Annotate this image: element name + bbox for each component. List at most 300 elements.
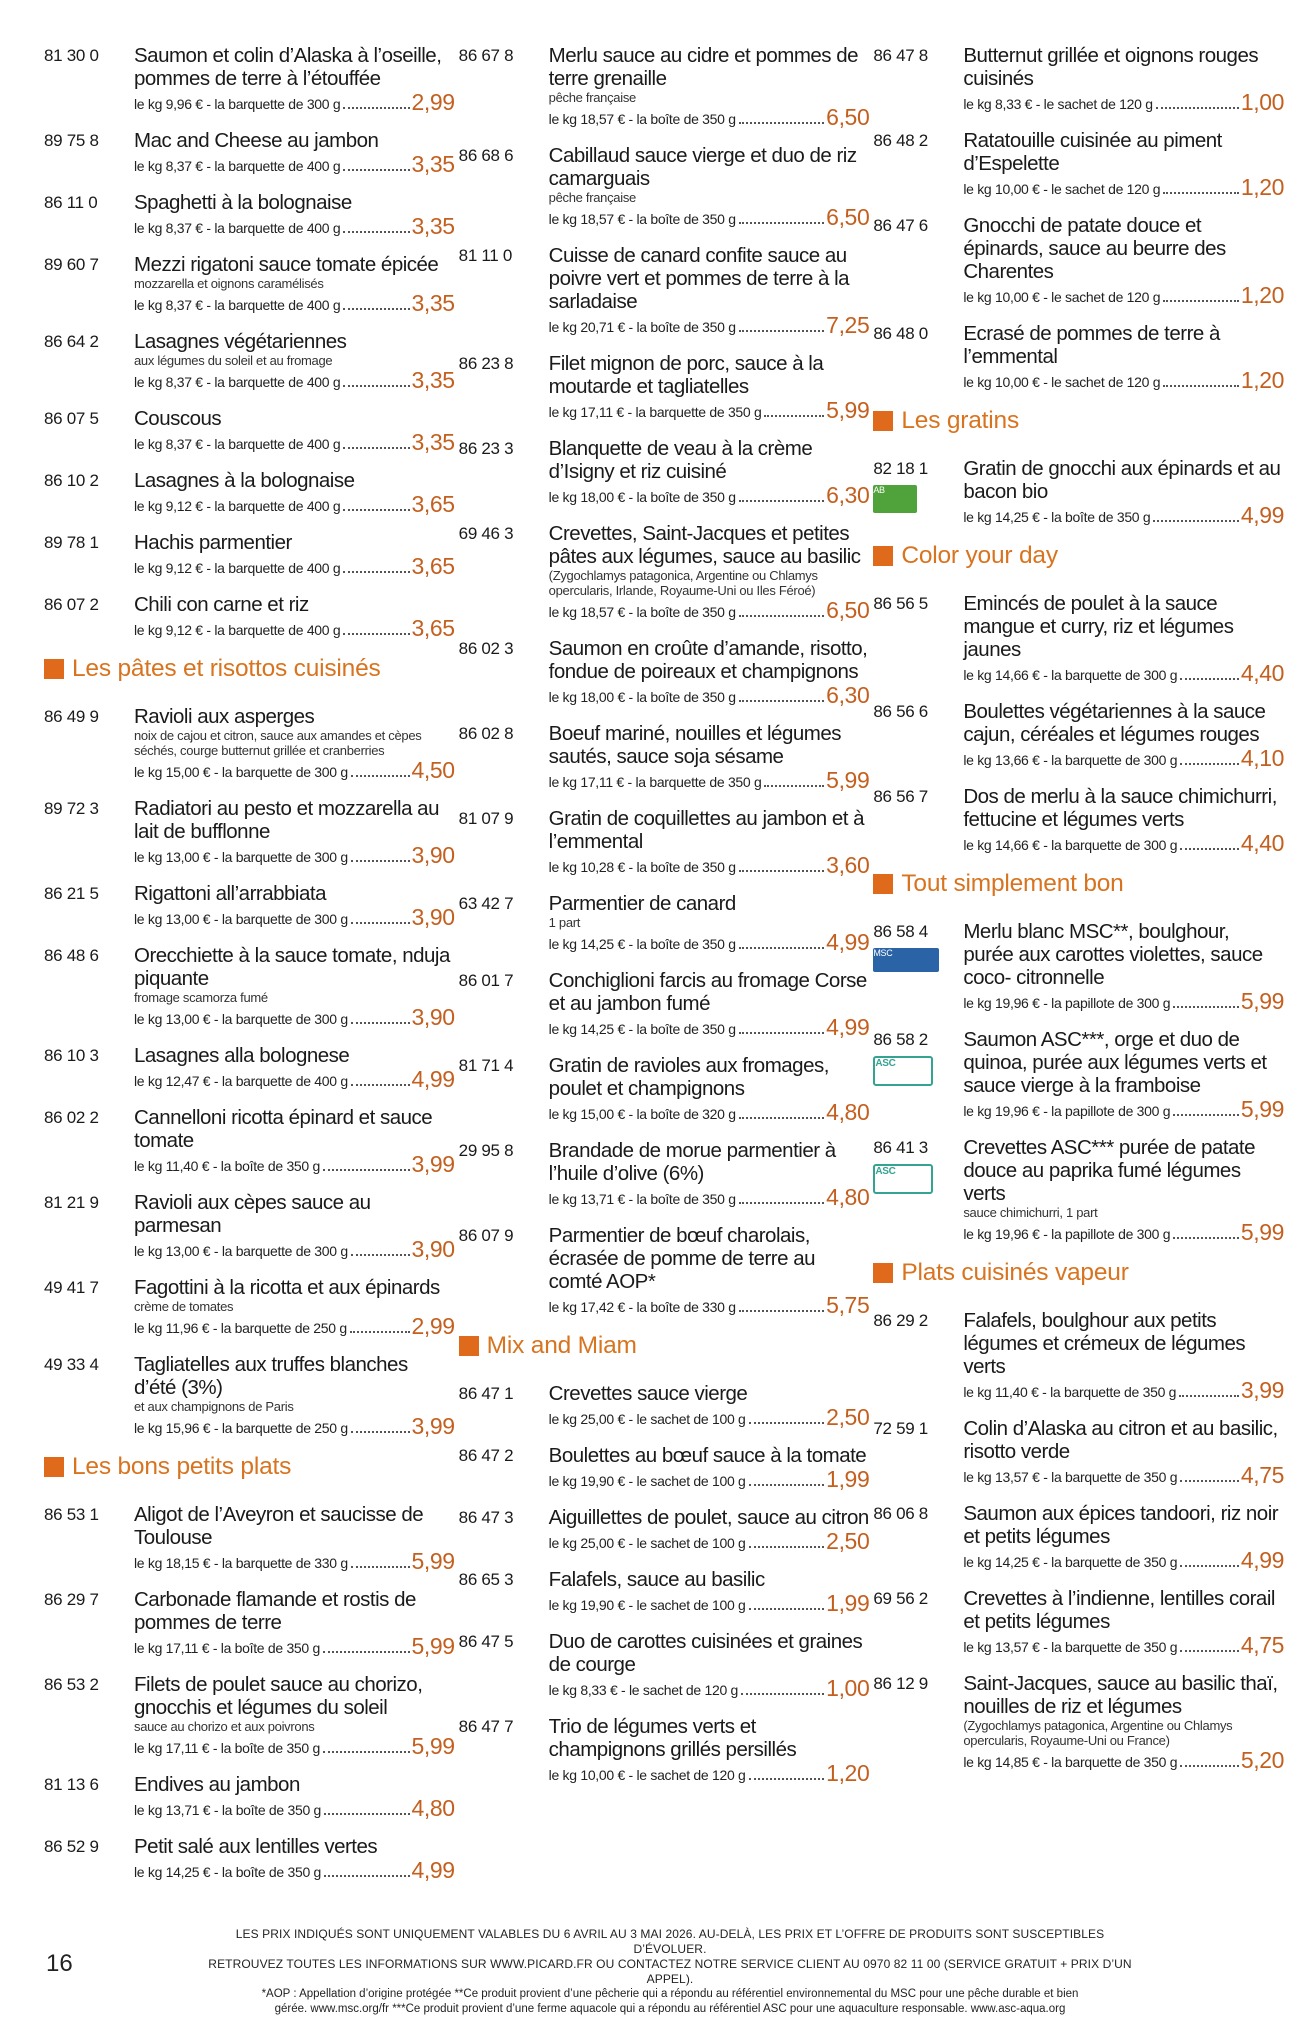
product-item[interactable] xyxy=(44,469,455,516)
product-code xyxy=(44,1106,134,1176)
product-code xyxy=(459,244,549,337)
product-item[interactable] xyxy=(459,1506,870,1553)
product-name: Duo de carottes cuisinées et graines de courge xyxy=(548,1630,863,1676)
dot-leader xyxy=(739,700,824,702)
product-info xyxy=(963,214,1284,307)
product-name: Cuisse de canard confite sauce au poivre vert et pommes de terre à la sarladaise xyxy=(548,244,850,313)
unit-price-text: le kg 11,40 € - la boîte de 350 g xyxy=(134,1158,320,1174)
product-item[interactable] xyxy=(44,882,455,929)
unit-price-text: le kg 8,37 € - la barquette de 400 g xyxy=(134,436,341,452)
product-code-text: 86 23 3 xyxy=(458,439,514,458)
product-price: 3,99 xyxy=(411,1413,455,1439)
dot-leader xyxy=(1180,1565,1239,1567)
product-code xyxy=(44,469,134,516)
product-price: 3,35 xyxy=(411,367,455,393)
product-item[interactable] xyxy=(873,457,1284,527)
product-code-text: 86 23 8 xyxy=(458,354,514,373)
price-line xyxy=(134,1005,455,1029)
product-item[interactable] xyxy=(44,330,455,392)
unit-price-text: le kg 18,57 € - la boîte de 350 g xyxy=(548,604,736,620)
product-price: 1,00 xyxy=(826,1675,870,1701)
unit-price-text: le kg 14,25 € - la boîte de 350 g xyxy=(134,1864,322,1880)
product-info xyxy=(134,1276,455,1338)
dot-leader xyxy=(1179,1395,1239,1397)
product-item[interactable] xyxy=(44,797,455,867)
unit-price-text: le kg 18,57 € - la boîte de 350 g xyxy=(548,111,736,127)
product-code xyxy=(44,1588,134,1658)
product-code xyxy=(459,1444,549,1491)
product-price: 5,99 xyxy=(1240,1096,1285,1122)
product-price: 4,80 xyxy=(826,1099,870,1125)
unit-price-text: le kg 18,15 € - la barquette de 330 g xyxy=(134,1555,348,1571)
product-code-text: 86 10 2 xyxy=(44,471,99,490)
product-item[interactable] xyxy=(44,1588,455,1658)
product-code xyxy=(873,700,963,770)
product-item[interactable] xyxy=(459,722,870,792)
dot-leader xyxy=(1180,848,1239,850)
product-item[interactable] xyxy=(459,352,870,422)
product-item[interactable] xyxy=(873,920,1284,1013)
product-info xyxy=(134,1044,455,1091)
product-price: 3,99 xyxy=(1240,1377,1285,1403)
product-name: Brandade de morue parmentier à l’huile d’olive (6%) xyxy=(548,1139,836,1185)
unit-price-text: le kg 13,71 € - la boîte de 350 g xyxy=(134,1802,322,1818)
price-line xyxy=(134,1734,455,1758)
product-item[interactable] xyxy=(873,44,1284,114)
product-item[interactable] xyxy=(873,1028,1284,1121)
product-price: 5,99 xyxy=(1240,988,1285,1014)
product-item[interactable] xyxy=(44,1773,455,1820)
product-code xyxy=(459,892,549,954)
product-note: 1 part xyxy=(548,915,581,930)
dot-leader xyxy=(739,947,824,949)
product-code xyxy=(873,322,963,392)
dot-leader xyxy=(749,1778,825,1780)
dot-leader xyxy=(1153,520,1238,522)
asc-label-icon: ASC xyxy=(873,1164,933,1194)
unit-price-text: le kg 13,66 € - la barquette de 300 g xyxy=(963,752,1178,768)
dot-leader xyxy=(351,1431,410,1433)
price-line xyxy=(549,768,870,792)
product-item[interactable] xyxy=(44,407,455,454)
product-info xyxy=(549,244,870,337)
price-line xyxy=(549,1015,870,1039)
product-code xyxy=(873,1502,963,1572)
product-name: Mac and Cheese au jambon xyxy=(134,129,379,152)
product-price: 1,20 xyxy=(1240,174,1285,200)
price-line xyxy=(549,398,870,422)
product-item[interactable] xyxy=(44,1835,455,1882)
product-name: Gratin de ravioles aux fromages, poulet et champignons xyxy=(548,1054,829,1100)
price-line xyxy=(549,598,870,622)
product-code xyxy=(873,1309,963,1402)
product-code-text: 89 60 7 xyxy=(44,255,99,274)
unit-price-text: le kg 19,96 € - la papillote de 300 g xyxy=(963,1103,1171,1119)
product-info xyxy=(549,722,870,792)
product-item[interactable] xyxy=(459,437,870,507)
product-price: 2,99 xyxy=(411,1313,455,1339)
product-name: Aligot de l’Aveyron et saucisse de Toulouse xyxy=(134,1503,424,1549)
product-item[interactable] xyxy=(44,1191,455,1261)
price-line xyxy=(134,1314,455,1338)
product-info xyxy=(549,1444,870,1491)
dot-leader xyxy=(739,1032,824,1034)
product-code xyxy=(44,944,134,1029)
product-code xyxy=(44,1673,134,1758)
product-code-text: 86 47 1 xyxy=(458,1384,514,1403)
product-code xyxy=(459,522,549,622)
product-item[interactable] xyxy=(44,1503,455,1573)
product-price: 3,35 xyxy=(411,151,455,177)
product-item[interactable] xyxy=(44,191,455,238)
unit-price-text: le kg 10,28 € - la boîte de 350 g xyxy=(548,859,736,875)
price-line xyxy=(963,175,1284,199)
price-line xyxy=(549,1185,870,1209)
product-info xyxy=(549,44,870,129)
unit-price-text: le kg 14,85 € - la barquette de 350 g xyxy=(963,1754,1178,1770)
product-item[interactable] xyxy=(873,214,1284,307)
product-price: 2,50 xyxy=(826,1528,870,1554)
product-info xyxy=(134,129,455,176)
product-item[interactable] xyxy=(44,593,455,640)
product-price: 4,80 xyxy=(826,1184,870,1210)
unit-price-text: le kg 19,90 € - le sachet de 100 g xyxy=(548,1597,746,1613)
product-code-text: 86 21 5 xyxy=(44,884,99,903)
unit-price-text: le kg 18,57 € - la boîte de 350 g xyxy=(548,211,736,227)
price-line xyxy=(549,1676,870,1700)
product-info xyxy=(134,1191,455,1261)
product-price: 3,90 xyxy=(411,1004,455,1030)
dot-leader xyxy=(323,1169,410,1171)
product-item[interactable] xyxy=(873,1502,1284,1572)
product-code xyxy=(44,1191,134,1261)
product-item[interactable] xyxy=(873,322,1284,392)
product-code xyxy=(873,44,963,114)
section-title-text: Mix and Miam xyxy=(486,1332,637,1359)
product-item[interactable] xyxy=(873,700,1284,770)
product-item[interactable] xyxy=(44,1673,455,1758)
product-item[interactable] xyxy=(459,892,870,954)
product-info xyxy=(134,1106,455,1176)
product-code xyxy=(44,1276,134,1338)
product-code-text: 86 47 6 xyxy=(873,216,928,235)
product-info xyxy=(549,1139,870,1209)
product-price: 6,50 xyxy=(826,597,870,623)
unit-price-text: le kg 18,00 € - la boîte de 350 g xyxy=(548,489,736,505)
price-line xyxy=(549,1100,870,1124)
unit-price-text: le kg 15,00 € - la boîte de 320 g xyxy=(548,1106,736,1122)
product-item[interactable] xyxy=(44,705,455,782)
product-name: Merlu sauce au cidre et pommes de terre grenaille xyxy=(548,44,859,90)
product-info xyxy=(549,807,870,877)
price-line xyxy=(134,1549,455,1573)
product-item[interactable] xyxy=(44,1106,455,1176)
product-code-text: 81 13 6 xyxy=(44,1775,99,1794)
dot-leader xyxy=(351,922,410,924)
product-info xyxy=(134,1353,455,1438)
product-item[interactable] xyxy=(459,244,870,337)
product-note: pêche française xyxy=(548,190,636,205)
product-item[interactable] xyxy=(459,807,870,877)
unit-price-text: le kg 13,00 € - la barquette de 300 g xyxy=(134,1243,348,1259)
product-code xyxy=(44,129,134,176)
product-info xyxy=(963,1672,1284,1772)
product-code-text: 86 47 8 xyxy=(873,46,928,65)
product-item[interactable] xyxy=(44,253,455,315)
unit-price-text: le kg 13,57 € - la barquette de 350 g xyxy=(963,1469,1178,1485)
product-item[interactable] xyxy=(44,531,455,578)
dot-leader xyxy=(351,1084,410,1086)
product-item[interactable] xyxy=(873,1136,1284,1244)
product-item[interactable] xyxy=(459,44,870,129)
product-name: Crevettes à l’indienne, lentilles corail et petits légumes xyxy=(963,1587,1275,1633)
product-name: Lasagnes à la bolognaise xyxy=(134,469,355,492)
unit-price-text: le kg 8,37 € - la barquette de 400 g xyxy=(134,374,341,390)
dot-leader xyxy=(343,571,409,573)
product-name: Gnocchi de patate douce et épinards, sauce au beurre des Charentes xyxy=(963,214,1226,283)
product-code-text: 86 29 2 xyxy=(873,1311,928,1330)
product-price: 2,50 xyxy=(826,1404,870,1430)
product-price: 4,99 xyxy=(411,1857,455,1883)
product-name: Boulettes au bœuf sauce à la tomate xyxy=(548,1444,867,1467)
product-code-text: 89 78 1 xyxy=(44,533,99,552)
product-item[interactable] xyxy=(459,1715,870,1785)
product-code-text: 49 41 7 xyxy=(44,1278,99,1297)
price-line xyxy=(963,989,1284,1013)
product-item[interactable] xyxy=(459,1630,870,1700)
product-price: 4,99 xyxy=(826,929,870,955)
dot-leader xyxy=(1173,1006,1239,1008)
section-title-text: Plats cuisinés vapeur xyxy=(901,1259,1129,1286)
product-item[interactable] xyxy=(459,1444,870,1491)
product-name: Ratatouille cuisinée au piment d’Espelette xyxy=(963,129,1222,175)
product-price: 1,99 xyxy=(826,1590,870,1616)
product-name: Saumon ASC***, orge et duo de quinoa, purée aux légumes verts et sauce vierge à la framboise xyxy=(963,1028,1267,1097)
page-number: 16 xyxy=(46,1950,73,1977)
dot-leader xyxy=(343,308,409,310)
product-code xyxy=(873,214,963,307)
product-name: Hachis parmentier xyxy=(134,531,292,554)
product-code-text: 49 33 4 xyxy=(44,1355,99,1374)
unit-price-text: le kg 10,00 € - le sachet de 120 g xyxy=(963,374,1161,390)
product-item[interactable] xyxy=(459,144,870,229)
product-item[interactable] xyxy=(873,1309,1284,1402)
product-code xyxy=(873,457,963,527)
product-code-text: 89 75 8 xyxy=(44,131,99,150)
product-item[interactable] xyxy=(44,44,455,114)
product-item[interactable] xyxy=(44,1353,455,1438)
price-line xyxy=(134,492,455,516)
product-code xyxy=(459,637,549,707)
product-info xyxy=(549,522,870,622)
product-item[interactable] xyxy=(459,522,870,622)
product-price: 3,99 xyxy=(411,1151,455,1177)
product-item[interactable] xyxy=(873,129,1284,199)
price-line xyxy=(963,1220,1284,1244)
product-code-text: 86 48 2 xyxy=(873,131,928,150)
unit-price-text: le kg 13,71 € - la boîte de 350 g xyxy=(548,1191,736,1207)
unit-price-text: le kg 14,25 € - la boîte de 350 g xyxy=(963,509,1151,525)
product-name: Spaghetti à la bolognaise xyxy=(134,191,352,214)
section-title xyxy=(459,1332,870,1360)
product-item[interactable] xyxy=(44,129,455,176)
product-info xyxy=(963,920,1284,1013)
product-item[interactable] xyxy=(873,592,1284,685)
product-name: Couscous xyxy=(134,407,222,430)
product-name: Radiatori au pesto et mozzarella au lait de bufflonne xyxy=(134,797,439,843)
dot-leader xyxy=(749,1608,825,1610)
product-price: 4,40 xyxy=(1240,660,1285,686)
product-note: crème de tomates xyxy=(134,1299,234,1314)
product-price: 4,75 xyxy=(1240,1632,1285,1658)
product-price: 4,99 xyxy=(826,1014,870,1040)
price-line xyxy=(134,1414,455,1438)
product-item[interactable] xyxy=(44,944,455,1029)
dot-leader xyxy=(350,1331,410,1333)
product-code-text: 81 11 0 xyxy=(458,246,513,265)
product-price: 3,35 xyxy=(411,213,455,239)
product-code-text: 89 72 3 xyxy=(44,799,99,818)
product-price: 4,80 xyxy=(411,1795,455,1821)
product-name: Merlu blanc MSC**, boulghour, purée aux carottes violettes, sauce coco- citronnelle xyxy=(963,920,1263,989)
product-item[interactable] xyxy=(459,1568,870,1615)
product-name: Filet mignon de porc, sauce à la moutarde et tagliatelles xyxy=(548,352,824,398)
price-line xyxy=(549,105,870,129)
product-code-text: 86 64 2 xyxy=(44,332,99,351)
product-price: 4,99 xyxy=(1240,1547,1285,1573)
product-name: Crevettes, Saint-Jacques et petites pâtes aux légumes, sauce au basilic xyxy=(548,522,861,568)
section-title xyxy=(873,407,1284,435)
unit-price-text: le kg 8,37 € - la barquette de 400 g xyxy=(134,297,341,313)
product-item[interactable] xyxy=(459,969,870,1039)
unit-price-text: le kg 17,11 € - la barquette de 350 g xyxy=(548,404,762,420)
product-price: 5,99 xyxy=(411,1733,455,1759)
product-code xyxy=(44,407,134,454)
product-info xyxy=(134,1773,455,1820)
product-name: Crevettes ASC*** purée de patate douce au paprika fumé légumes verts xyxy=(963,1136,1256,1205)
product-price: 3,65 xyxy=(411,615,455,641)
product-info xyxy=(134,330,455,392)
price-line xyxy=(134,554,455,578)
product-name: Carbonade flamande et rostis de pommes de terre xyxy=(134,1588,416,1634)
product-note: (Zygochlamys patagonica, Argentine ou Chlamys opercularis, Irlande, Royaume-Uni ou Iles Féroé) xyxy=(548,568,818,598)
product-code-text: 86 47 5 xyxy=(458,1632,514,1651)
product-code-text: 82 18 1 xyxy=(873,459,928,478)
product-info xyxy=(134,1588,455,1658)
price-line xyxy=(549,1761,870,1785)
unit-price-text: le kg 11,96 € - la barquette de 250 g xyxy=(134,1320,347,1336)
product-item[interactable] xyxy=(44,1044,455,1091)
product-name: Cabillaud sauce vierge et duo de riz camarguais xyxy=(548,144,857,190)
product-price: 7,25 xyxy=(826,312,870,338)
product-code-text: 86 65 3 xyxy=(458,1570,514,1589)
product-code-text: 86 47 7 xyxy=(458,1717,514,1736)
product-price: 1,00 xyxy=(1240,89,1285,115)
product-item[interactable] xyxy=(873,785,1284,855)
price-line xyxy=(549,205,870,229)
product-price: 3,35 xyxy=(411,429,455,455)
price-line xyxy=(963,1748,1284,1772)
product-price: 5,99 xyxy=(1240,1219,1285,1245)
unit-price-text: le kg 14,25 € - la boîte de 350 g xyxy=(548,1021,736,1037)
unit-price-text: le kg 14,66 € - la barquette de 300 g xyxy=(963,667,1178,683)
dot-leader xyxy=(1180,1765,1239,1767)
section-title xyxy=(873,870,1284,898)
product-info xyxy=(549,352,870,422)
product-item[interactable] xyxy=(873,1587,1284,1657)
product-info xyxy=(134,191,455,238)
product-item[interactable] xyxy=(459,1139,870,1209)
section-title-text: Les gratins xyxy=(901,407,1019,434)
product-info xyxy=(963,700,1284,770)
price-line xyxy=(963,1378,1284,1402)
section-square-icon xyxy=(873,546,893,566)
product-item[interactable] xyxy=(459,1382,870,1429)
product-code xyxy=(459,1139,549,1209)
product-code xyxy=(873,1136,963,1244)
dot-leader xyxy=(343,107,409,109)
dot-leader xyxy=(343,385,409,387)
price-line xyxy=(549,683,870,707)
dot-leader xyxy=(739,1117,824,1119)
product-name: Colin d’Alaska au citron et au basilic, risotto verde xyxy=(963,1417,1278,1463)
product-name: Saumon aux épices tandoori, riz noir et petits légumes xyxy=(963,1502,1279,1548)
dot-leader xyxy=(739,870,824,872)
price-line xyxy=(963,1633,1284,1657)
dot-leader xyxy=(739,1310,824,1312)
product-code xyxy=(873,1417,963,1487)
product-item[interactable] xyxy=(459,1224,870,1317)
product-name: Lasagnes alla bolognese xyxy=(134,1044,350,1067)
dot-leader xyxy=(1163,385,1239,387)
price-line xyxy=(134,1634,455,1658)
price-line xyxy=(549,1591,870,1615)
product-note: sauce chimichurri, 1 part xyxy=(963,1205,1098,1220)
product-info xyxy=(963,1028,1284,1121)
product-code-text: 86 02 8 xyxy=(458,724,514,743)
product-item[interactable] xyxy=(873,1672,1284,1772)
dot-leader xyxy=(351,1254,410,1256)
unit-price-text: le kg 8,33 € - le sachet de 120 g xyxy=(548,1682,739,1698)
product-item[interactable] xyxy=(44,1276,455,1338)
product-price: 5,99 xyxy=(411,1548,455,1574)
dot-leader xyxy=(741,1693,824,1695)
product-price: 6,30 xyxy=(826,682,870,708)
product-name: Endives au jambon xyxy=(134,1773,300,1796)
product-name: Crevettes sauce vierge xyxy=(548,1382,748,1405)
unit-price-text: le kg 13,00 € - la barquette de 300 g xyxy=(134,911,348,927)
price-line xyxy=(134,214,455,238)
product-name: Petit salé aux lentilles vertes xyxy=(134,1835,378,1858)
unit-price-text: le kg 13,00 € - la barquette de 300 g xyxy=(134,849,348,865)
product-code-text: 86 67 8 xyxy=(458,46,514,65)
product-code-text: 86 58 4 xyxy=(873,922,928,941)
product-code-text: 86 02 3 xyxy=(458,639,514,658)
product-item[interactable] xyxy=(459,637,870,707)
dot-leader xyxy=(1180,1480,1239,1482)
product-item[interactable] xyxy=(459,1054,870,1124)
product-item[interactable] xyxy=(873,1417,1284,1487)
product-info xyxy=(963,1309,1284,1402)
product-code-text: 86 02 2 xyxy=(44,1108,99,1127)
msc-label-icon: MSC xyxy=(873,948,939,972)
product-price: 1,20 xyxy=(1240,367,1285,393)
price-line xyxy=(134,1796,455,1820)
product-code xyxy=(873,129,963,199)
unit-price-text: le kg 9,12 € - la barquette de 400 g xyxy=(134,498,341,514)
product-info xyxy=(963,44,1284,114)
product-price: 3,60 xyxy=(826,852,870,878)
